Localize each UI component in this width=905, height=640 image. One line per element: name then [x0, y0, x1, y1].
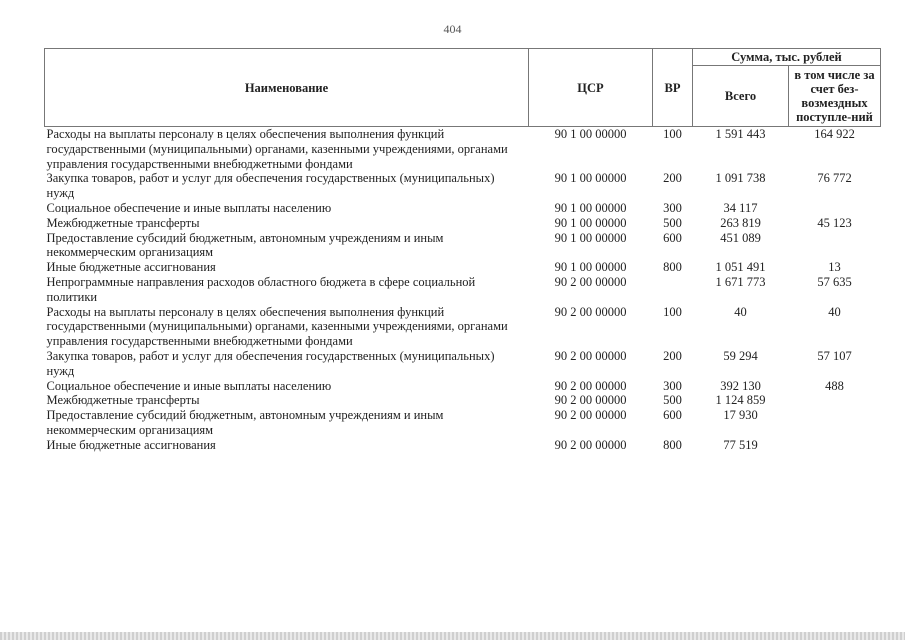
cell-name: Иные бюджетные ассигнования: [46, 437, 216, 452]
cell-free: [789, 231, 881, 261]
cell-name: Межбюджетные трансферты: [46, 215, 200, 230]
cell-free: 13: [828, 260, 841, 275]
table-row: [45, 201, 881, 216]
cell-name: Расходы на выплаты персоналу в целях обеспечения выполнения функций государственными (муниципальными) органами, казенными учреждениями, органами управления государственными внебюджетными фондами: [46, 304, 508, 349]
cell-free: [789, 408, 881, 438]
cell-free: 57 635: [817, 274, 852, 289]
cell-name: Иные бюджетные ассигнования: [46, 260, 216, 275]
cell-total: 59 294: [723, 348, 758, 363]
cell-total: 34 117: [723, 200, 758, 215]
cell-total: 40: [734, 304, 747, 319]
cell-free: [789, 201, 881, 216]
header-name: Наименование: [45, 49, 529, 127]
table-row: [45, 275, 881, 305]
cell-csr: 90 2 00 00000: [554, 304, 627, 319]
cell-free: 57 107: [817, 348, 852, 363]
cell-vr: 600: [663, 408, 682, 423]
budget-table: [44, 48, 881, 453]
cell-total: 263 819: [720, 215, 761, 230]
cell-csr: 90 1 00 00000: [554, 127, 627, 141]
cell-free: 488: [825, 378, 844, 393]
table-row: [45, 379, 881, 394]
cell-name: Социальное обеспечение и иные выплаты населению: [46, 200, 332, 215]
header-total: Всего: [693, 66, 789, 127]
cell-name: Предоставление субсидий бюджетным, автономным учреждениям и иным некоммерческим организациям: [46, 408, 444, 437]
cell-csr: 90 1 00 00000: [554, 260, 627, 275]
scan-edge-strip: [0, 632, 905, 640]
header-csr: ЦСР: [529, 49, 653, 127]
cell-free: 40: [828, 304, 841, 319]
cell-vr: 500: [663, 215, 682, 230]
cell-total: 1 091 738: [715, 171, 766, 186]
cell-vr: 100: [663, 304, 682, 319]
header-free: в том числе за счет без-возмездных поступле-ний: [789, 66, 881, 127]
cell-csr: 90 1 00 00000: [554, 215, 627, 230]
cell-vr: [653, 275, 693, 305]
cell-total: 451 089: [720, 230, 761, 245]
table-row: [45, 438, 881, 453]
table-header: [45, 49, 881, 127]
cell-csr: 90 2 00 00000: [554, 408, 627, 423]
cell-free: [789, 393, 881, 408]
cell-vr: 500: [663, 393, 682, 408]
cell-free: [789, 438, 881, 453]
cell-name: Межбюджетные трансферты: [46, 393, 200, 408]
cell-name: Предоставление субсидий бюджетным, автономным учреждениям и иным некоммерческим организациям: [46, 230, 444, 260]
cell-total: 1 591 443: [715, 127, 766, 141]
cell-csr: 90 2 00 00000: [554, 378, 627, 393]
cell-vr: 100: [663, 127, 682, 141]
table-row: [45, 305, 881, 349]
cell-total: 1 124 859: [715, 393, 766, 408]
cell-vr: 800: [663, 437, 682, 452]
header-sum: Сумма, тыс. рублей: [693, 49, 881, 66]
page-number: 404: [443, 22, 462, 36]
cell-name: Непрограммные направления расходов областного бюджета в сфере социальной политики: [46, 274, 476, 304]
cell-free: 76 772: [817, 171, 852, 186]
header-vr: ВР: [653, 49, 693, 127]
cell-free: 164 922: [814, 127, 855, 141]
table-row: [45, 231, 881, 261]
cell-vr: 300: [663, 378, 682, 393]
cell-total: 1 671 773: [715, 274, 766, 289]
cell-total: 1 051 491: [715, 260, 766, 275]
cell-vr: 200: [663, 348, 682, 363]
cell-vr: 800: [663, 260, 682, 275]
cell-name: Социальное обеспечение и иные выплаты населению: [46, 378, 332, 393]
cell-total: 392 130: [720, 378, 761, 393]
table-row: [45, 260, 881, 275]
table-row: [45, 127, 881, 172]
cell-name: Закупка товаров, работ и услуг для обеспечения государственных (муниципальных) нужд: [46, 171, 495, 201]
cell-name: Закупка товаров, работ и услуг для обеспечения государственных (муниципальных) нужд: [46, 348, 495, 378]
cell-csr: 90 2 00 00000: [554, 274, 627, 289]
table-body: [45, 127, 881, 453]
cell-vr: 600: [663, 230, 682, 245]
cell-total: 17 930: [723, 408, 758, 423]
table-row: [45, 216, 881, 231]
table-row: [45, 349, 881, 379]
table-row: [45, 393, 881, 408]
cell-csr: 90 2 00 00000: [554, 393, 627, 408]
cell-csr: 90 1 00 00000: [554, 171, 627, 186]
cell-csr: 90 1 00 00000: [554, 200, 627, 215]
table-row: [45, 171, 881, 201]
cell-csr: 90 2 00 00000: [554, 437, 627, 452]
cell-vr: 300: [663, 200, 682, 215]
cell-csr: 90 1 00 00000: [554, 230, 627, 245]
cell-free: 45 123: [817, 215, 852, 230]
cell-total: 77 519: [723, 437, 758, 452]
table-row: [45, 408, 881, 438]
cell-csr: 90 2 00 00000: [554, 348, 627, 363]
cell-vr: 200: [663, 171, 682, 186]
cell-name: Расходы на выплаты персоналу в целях обеспечения выполнения функций государственными (муниципальными) органами, казенными учреждениями, органами управления государственными внебюджетными фондами: [46, 127, 508, 171]
